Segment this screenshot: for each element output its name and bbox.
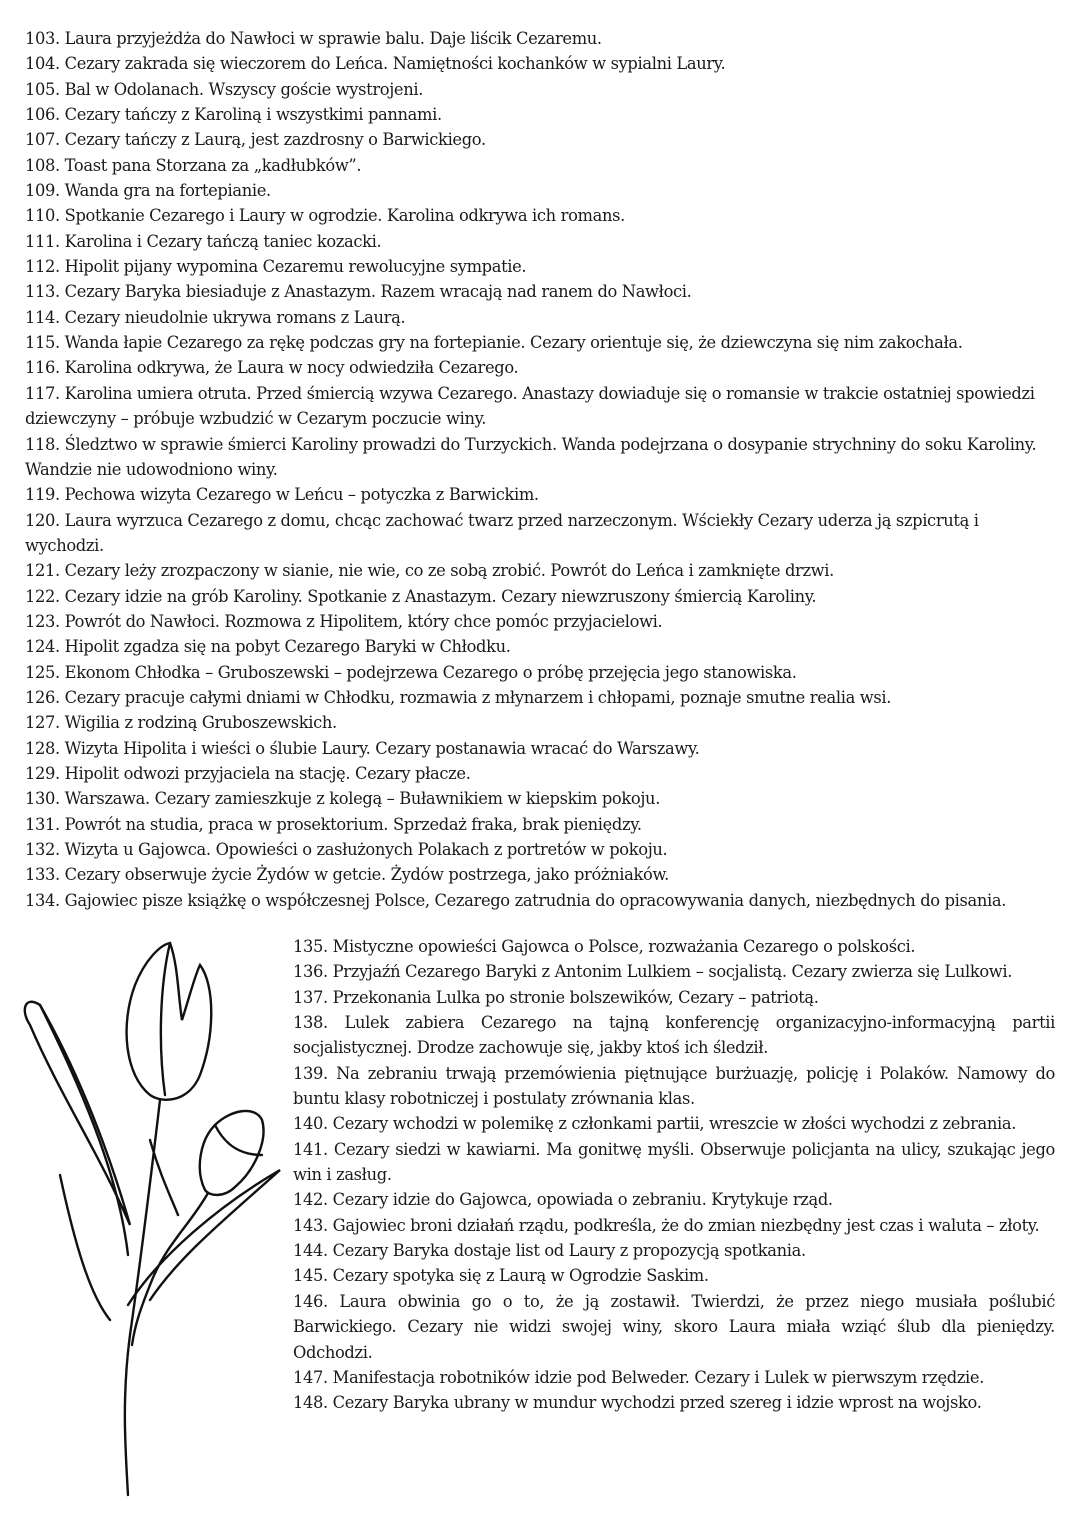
plot-point-item: 146. Laura obwinia go o to, że ją zostawił. Twierdzi, że przez niego musiała poślubić Barwickiego. Cezary nie widzi swojej winy, skoro Laura miała wziąć ślub dla pieniędzy. Odchodzi. xyxy=(293,1291,1055,1362)
plot-point-item: 137. Przekonania Lulka po stronie bolszewików, Cezary – patriotą. xyxy=(293,987,819,1007)
plot-point-item: 132. Wizyta u Gajowca. Opowieści o zasłużonych Polakach z portretów w pokoju. xyxy=(25,840,668,859)
plot-point-item: 131. Powrót na studia, praca w prosektorium. Sprzedaż fraka, brak pieniędzy. xyxy=(25,814,642,834)
plot-point-item: 125. Ekonom Chłodka – Gruboszewski – podejrzewa Cezarego o próbę przejęcia jego stanowiska. xyxy=(25,662,797,682)
plot-point-item: 130. Warszawa. Cezary zamieszkuje z kolegą – Buławnikiem w kiepskim pokoju. xyxy=(25,789,661,809)
plot-points-list-top xyxy=(25,26,1055,913)
plot-point-item: 142. Cezary idzie do Gajowca, opowiada o zebraniu. Krytykuje rząd. xyxy=(293,1190,833,1210)
plot-point-item: 111. Karolina i Cezary tańczą taniec kozacki. xyxy=(25,231,382,251)
plot-point-item: 141. Cezary siedzi w kawiarni. Ma gonitwę myśli. Obserwuje policjanta na ulicy, szukając jego win i zasług. xyxy=(293,1139,1055,1185)
plot-point-item: 144. Cezary Baryka dostaje list od Laury z propozycją spotkania. xyxy=(293,1241,806,1261)
plot-point-item: 112. Hipolit pijany wypomina Cezaremu rewolucyjne sympatie. xyxy=(25,257,527,277)
plot-point-item: 103. Laura przyjeżdża do Nawłoci w sprawie balu. Daje liścik Cezaremu. xyxy=(25,29,602,48)
plot-point-item: 129. Hipolit odwozi przyjaciela na stację. Cezary płacze. xyxy=(25,763,471,783)
plot-point-item: 128. Wizyta Hipolita i wieści o ślubie Laury. Cezary postanawia wracać do Warszawy. xyxy=(25,738,700,758)
plot-point-item: 123. Powrót do Nawłoci. Rozmowa z Hipolitem, który chce pomóc przyjacielowi. xyxy=(25,611,663,631)
plot-point-item: 106. Cezary tańczy z Karoliną i wszystkimi pannami. xyxy=(25,105,442,125)
plot-point-item: 115. Wanda łapie Cezarego za rękę podczas gry na fortepianie. Cezary orientuje się, że dziewczyna się nim zakochała. xyxy=(25,333,963,353)
plot-point-item: 120. Laura wyrzuca Cezarego z domu, chcąc zachować twarz przed narzeczonym. Wściekły Cezary uderza ją szpicrutą i wychodzi. xyxy=(25,510,979,555)
tulip-drawing-icon xyxy=(0,925,300,1525)
plot-point-item: 118. Śledztwo w sprawie śmierci Karoliny prowadzi do Turzyckich. Wanda podejrzana o dosypanie strychniny do soku Karoliny. Wandzie nie udowodniono winy. xyxy=(25,434,1037,479)
plot-point-item: 110. Spotkanie Cezarego i Laury w ogrodzie. Karolina odkrywa ich romans. xyxy=(25,206,625,226)
plot-point-item: 114. Cezary nieudolnie ukrywa romans z Laurą. xyxy=(25,307,406,327)
plot-point-item: 121. Cezary leży zrozpaczony w sianie, nie wie, co ze sobą zrobić. Powrót do Leńca i zamknięte drzwi. xyxy=(25,561,834,581)
plot-point-item: 104. Cezary zakrada się wieczorem do Leńca. Namiętności kochanków w sypialni Laury. xyxy=(25,54,726,74)
plot-point-item: 148. Cezary Baryka ubrany w mundur wychodzi przed szereg i idzie wprost na wojsko. xyxy=(293,1393,982,1413)
plot-point-item: 147. Manifestacja robotników idzie pod Belweder. Cezary i Lulek w pierwszym rzędzie. xyxy=(293,1367,985,1387)
plot-point-item: 139. Na zebraniu trwają przemówienia piętnujące burżuazję, policję i Polaków. Namowy do buntu klasy robotniczej i postulaty zrównania klas. xyxy=(293,1063,1055,1109)
plot-point-item: 109. Wanda gra na fortepianie. xyxy=(25,181,271,201)
plot-point-item: 117. Karolina umiera otruta. Przed śmiercią wzywa Cezarego. Anastazy dowiaduje się o romansie w trakcie ostatniej spowiedzi dziewczyny – próbuje wzbudzić w Cezarym poczucie winy. xyxy=(25,383,1035,429)
plot-point-item: 113. Cezary Baryka biesiaduje z Anastazym. Razem wracają nad ranem do Nawłoci. xyxy=(25,282,692,302)
plot-point-item: 122. Cezary idzie na grób Karoliny. Spotkanie z Anastazym. Cezary niewzruszony śmiercią Karoliny. xyxy=(25,586,817,606)
plot-point-item: 116. Karolina odkrywa, że Laura w nocy odwiedziła Cezarego. xyxy=(25,358,519,378)
plot-point-item: 126. Cezary pracuje całymi dniami w Chłodku, rozmawia z młynarzem i chłopami, poznaje smutne realia wsi. xyxy=(25,687,892,707)
plot-points-list-bottom xyxy=(293,934,1055,1416)
plot-point-item: 119. Pechowa wizyta Cezarego w Leńcu – potyczka z Barwickim. xyxy=(25,485,539,505)
plot-point-item: 136. Przyjaźń Cezarego Baryki z Antonim Lulkiem – socjalistą. Cezary zwierza się Lulkowi. xyxy=(293,962,1013,982)
plot-point-item: 145. Cezary spotyka się z Laurą w Ogrodzie Saskim. xyxy=(293,1266,709,1286)
plot-point-item: 133. Cezary obserwuje życie Żydów w getcie. Żydów postrzega, jako próżniaków. xyxy=(25,865,669,885)
plot-point-item: 140. Cezary wchodzi w polemikę z członkami partii, wreszcie w złości wychodzi z zebrania. xyxy=(293,1114,1017,1134)
plot-point-item: 143. Gajowiec broni działań rządu, podkreśla, że do zmian niezbędny jest czas i waluta – złoty. xyxy=(293,1215,1040,1235)
plot-point-item: 108. Toast pana Storzana za „kadłubków”. xyxy=(25,155,362,175)
plot-point-item: 105. Bal w Odolanach. Wszyscy goście wystrojeni. xyxy=(25,79,424,99)
plot-point-item: 138. Lulek zabiera Cezarego na tajną konferencję organizacyjno-informacyjną partii socjalistycznej. Drodze zachowuje się, jakby ktoś ich śledził. xyxy=(293,1013,1055,1058)
plot-point-item: 107. Cezary tańczy z Laurą, jest zazdrosny o Barwickiego. xyxy=(25,130,486,150)
plot-point-item: 124. Hipolit zgadza się na pobyt Cezarego Baryki w Chłodku. xyxy=(25,637,511,657)
plot-point-item: 127. Wigilia z rodziną Gruboszewskich. xyxy=(25,713,337,733)
plot-point-item: 134. Gajowiec pisze książkę o współczesnej Polsce, Cezarego zatrudnia do opracowywania danych, niezbędnych do pisania. xyxy=(25,890,1007,910)
plot-point-item: 135. Mistyczne opowieści Gajowca o Polsce, rozważania Cezarego o polskości. xyxy=(293,937,916,956)
